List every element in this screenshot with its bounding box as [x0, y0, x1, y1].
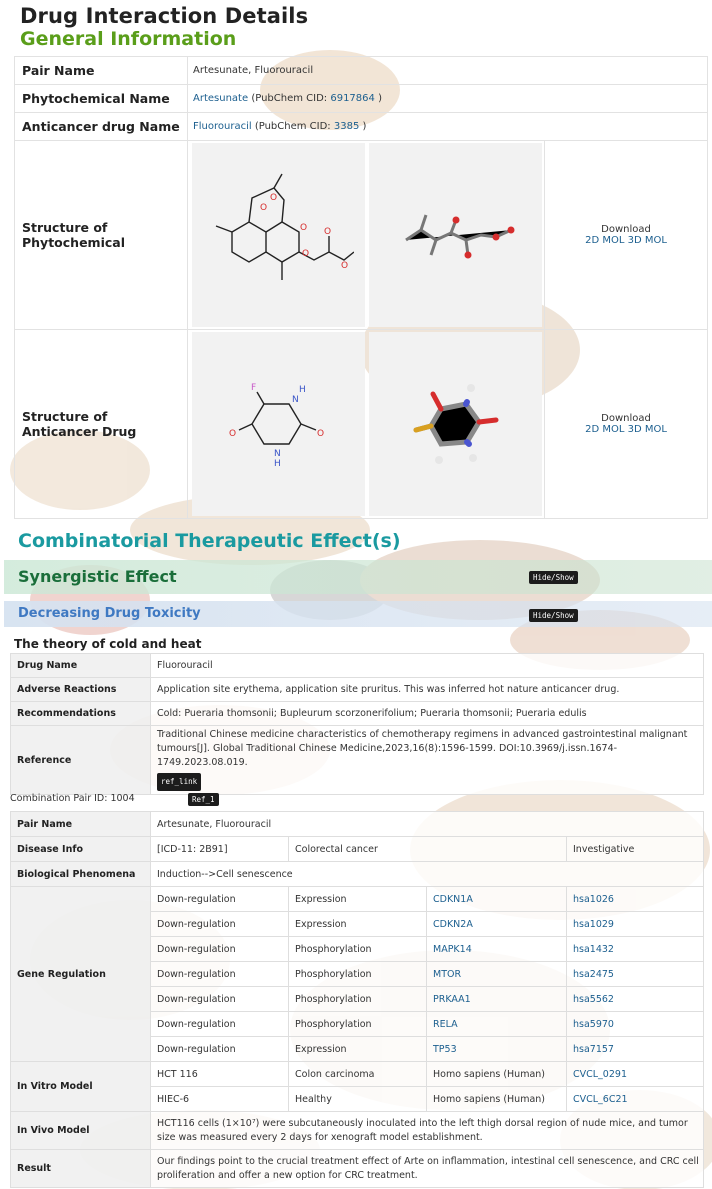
synergistic-hide-show-button[interactable]: Hide/Show — [529, 571, 578, 584]
svg-text:O: O — [269, 193, 277, 203]
regulation: Down-regulation — [151, 1012, 289, 1037]
gene-link[interactable]: CDKN1A — [433, 893, 473, 905]
biological-phenomena-label: Biological Phenomena — [11, 862, 151, 887]
label-line: Structure of — [22, 220, 108, 235]
reference-label: Reference — [11, 726, 151, 795]
phytochemical-name-label: Phytochemical Name — [15, 85, 188, 113]
svg-text:O: O — [259, 203, 267, 213]
gene-link[interactable]: MTOR — [433, 968, 462, 980]
combination-pair-id: Combination Pair ID: 1004 — [10, 793, 135, 804]
regulation-type: Phosphorylation — [289, 987, 427, 1012]
gene-link[interactable]: MAPK14 — [433, 943, 472, 955]
label-line: Phytochemical — [22, 235, 125, 250]
regulation: Down-regulation — [151, 912, 289, 937]
table-row — [11, 654, 704, 678]
structure-anticancer-row — [15, 330, 708, 519]
regulation-type: Phosphorylation — [289, 937, 427, 962]
svg-text:O: O — [340, 261, 348, 271]
adverse-reactions-value: Application site erythema, application site pruritus. This was inferred hot nature anticancer drug. — [151, 678, 704, 702]
cell-line: HCT 116 — [151, 1062, 289, 1087]
reference-value — [151, 726, 704, 795]
in-vivo-model-value: HCT116 cells (1×10⁷) were subcutaneously inoculated into the left thigh dorsal region of nude mice, and tumor size was measured every 2 days for xenograft model establishment. — [151, 1112, 704, 1150]
regulation-type: Expression — [289, 912, 427, 937]
cid-prefix: (PubChem CID: — [254, 121, 331, 132]
regulation: Down-regulation — [151, 962, 289, 987]
ref-link-button[interactable]: ref_link — [157, 773, 201, 791]
table-row — [11, 812, 704, 837]
cid-prefix: (PubChem CID: — [251, 93, 328, 104]
svg-text:H: H — [298, 385, 306, 395]
anticancer-link[interactable]: Fluorouracil — [193, 121, 252, 132]
tissue: Healthy — [289, 1087, 427, 1112]
synergistic-effect-bar — [4, 560, 712, 594]
anticancer-name-value — [188, 113, 708, 141]
combinatorial-effects-heading: Combinatorial Therapeutic Effect(s) — [18, 530, 401, 552]
regulation-type: Expression — [289, 1037, 427, 1062]
regulation-type: Phosphorylation — [289, 962, 427, 987]
svg-text:N: N — [273, 449, 281, 459]
svg-text:F: F — [250, 383, 256, 393]
tissue: Colon carcinoma — [289, 1062, 427, 1087]
cvcl-link[interactable]: CVCL_0291 — [573, 1068, 627, 1080]
pair-name-label: Pair Name — [15, 57, 188, 85]
drug-name-label: Drug Name — [11, 654, 151, 678]
pair-name-value: Artesunate, Fluorouracil — [188, 57, 708, 85]
gene-id-link[interactable]: hsa5970 — [573, 1018, 614, 1030]
table-row — [11, 837, 704, 862]
svg-text:O: O — [323, 227, 331, 237]
regulation: Down-regulation — [151, 937, 289, 962]
synergistic-effect-label: Synergistic Effect — [18, 567, 177, 586]
anticancer-download-box — [544, 330, 707, 518]
artesunate-2d-structure-image — [192, 143, 365, 327]
species: Homo sapiens (Human) — [427, 1062, 567, 1087]
decreasing-toxicity-bar — [4, 601, 712, 627]
gene-link[interactable]: PRKAA1 — [433, 993, 471, 1005]
ref-1-button[interactable]: Ref_1 — [188, 793, 219, 806]
table-row — [11, 862, 704, 887]
gene-link[interactable]: CDKN2A — [433, 918, 473, 930]
svg-text:O: O — [316, 429, 324, 439]
pair-name-label: Pair Name — [11, 812, 151, 837]
download-label: Download — [601, 413, 651, 424]
phytochemical-name-row — [15, 85, 708, 113]
page-title: Drug Interaction Details — [20, 4, 309, 28]
cold-heat-theory-heading: The theory of cold and heat — [14, 637, 202, 651]
table-row — [11, 702, 704, 726]
table-row — [11, 1150, 704, 1188]
gene-id-link[interactable]: hsa1432 — [573, 943, 614, 955]
download-label: Download — [601, 224, 651, 235]
gene-regulation-label: Gene Regulation — [11, 887, 151, 1062]
icd-code: [ICD-11: 2B91] — [151, 837, 289, 862]
phytochemical-download-box — [544, 141, 707, 329]
download-2d-mol-link[interactable]: 2D MOL — [585, 424, 625, 435]
artesunate-3d-structure-image — [369, 143, 542, 327]
in-vitro-model-label: In Vitro Model — [11, 1062, 151, 1112]
gene-id-link[interactable]: hsa7157 — [573, 1043, 614, 1055]
table-row — [11, 1112, 704, 1150]
disease-info-label: Disease Info — [11, 837, 151, 862]
structure-anticancer-cell — [188, 330, 708, 519]
cid-suffix: ) — [362, 121, 367, 132]
result-value: Our findings point to the crucial treatment effect of Arte on inflammation, intestinal cell senescence, and CRC cell proliferation and offer a new option for CRC treatment. — [151, 1150, 704, 1188]
recommendations-value: Cold: Pueraria thomsonii; Bupleurum scorzonerifolium; Pueraria thomsonii; Pueraria edulis — [151, 702, 704, 726]
species: Homo sapiens (Human) — [427, 1087, 567, 1112]
biological-phenomena-value: Induction-->Cell senescence — [151, 862, 704, 887]
cell-line: HIEC-6 — [151, 1087, 289, 1112]
anticancer-cid-link[interactable]: 3385 — [333, 121, 360, 132]
structure-phytochemical-label — [15, 141, 188, 330]
gene-link[interactable]: TP53 — [433, 1043, 457, 1055]
disease-status: Investigative — [567, 837, 704, 862]
svg-text:H: H — [273, 459, 281, 469]
disease-name: Colorectal cancer — [289, 837, 567, 862]
pair-name-row — [15, 57, 708, 85]
fluorouracil-2d-structure-image — [192, 332, 365, 516]
download-3d-mol-link[interactable]: 3D MOL — [627, 424, 667, 435]
structure-phytochemical-row — [15, 141, 708, 330]
phytochemical-name-value — [188, 85, 708, 113]
gene-row — [11, 887, 704, 912]
label-line: Structure of — [22, 409, 108, 424]
label-line: Anticancer Drug — [22, 424, 137, 439]
download-3d-mol-link[interactable]: 3D MOL — [627, 235, 667, 246]
gene-id-link[interactable]: hsa5562 — [573, 993, 614, 1005]
result-label: Result — [11, 1150, 151, 1188]
gene-id-link[interactable]: hsa1026 — [573, 893, 614, 905]
regulation: Down-regulation — [151, 1037, 289, 1062]
cvcl-link[interactable]: CVCL_6C21 — [573, 1093, 628, 1105]
general-information-heading: General Information — [20, 28, 237, 50]
fluorouracil-3d-structure-image — [369, 332, 542, 516]
anticancer-name-row — [15, 113, 708, 141]
in-vivo-model-label: In Vivo Model — [11, 1112, 151, 1150]
recommendations-label: Recommendations — [11, 702, 151, 726]
regulation: Down-regulation — [151, 887, 289, 912]
cid-suffix: ) — [378, 93, 382, 104]
regulation-type: Phosphorylation — [289, 1012, 427, 1037]
table-row — [11, 678, 704, 702]
svg-text:N: N — [291, 395, 299, 405]
phytochemical-cid-link[interactable]: 6917864 — [330, 93, 375, 104]
svg-text:O: O — [301, 249, 309, 259]
general-info-table — [14, 56, 708, 519]
drug-name-value: Fluorouracil — [151, 654, 704, 678]
gene-link[interactable]: RELA — [433, 1018, 458, 1030]
structure-anticancer-label — [15, 330, 188, 519]
cold-heat-table — [10, 653, 704, 795]
reference-text: Traditional Chinese medicine characteristics of chemotherapy regimens in advanced gastrointestinal malignant tumours[J]. Global Traditional Chinese Medicine,2023,16(8):1596-1599. DOI:10.3969/j.issn.1674-1749.2023.08.019. — [157, 729, 688, 768]
svg-text:O: O — [228, 429, 236, 439]
anticancer-name-label: Anticancer drug Name — [15, 113, 188, 141]
gene-id-link[interactable]: hsa2475 — [573, 968, 614, 980]
regulation-type: Expression — [289, 887, 427, 912]
combination-details-table — [10, 811, 704, 1188]
decreasing-hide-show-button[interactable]: Hide/Show — [529, 609, 578, 622]
phytochemical-link[interactable]: Artesunate — [193, 93, 249, 104]
gene-id-link[interactable]: hsa1029 — [573, 918, 614, 930]
structure-phytochemical-cell — [188, 141, 708, 330]
download-2d-mol-link[interactable]: 2D MOL — [585, 235, 625, 246]
pair-name-value: Artesunate, Fluorouracil — [151, 812, 704, 837]
table-row — [11, 726, 704, 795]
adverse-reactions-label: Adverse Reactions — [11, 678, 151, 702]
svg-text:O: O — [299, 223, 307, 233]
decreasing-toxicity-label: Decreasing Drug Toxicity — [18, 606, 201, 621]
regulation: Down-regulation — [151, 987, 289, 1012]
invitro-row — [11, 1062, 704, 1087]
